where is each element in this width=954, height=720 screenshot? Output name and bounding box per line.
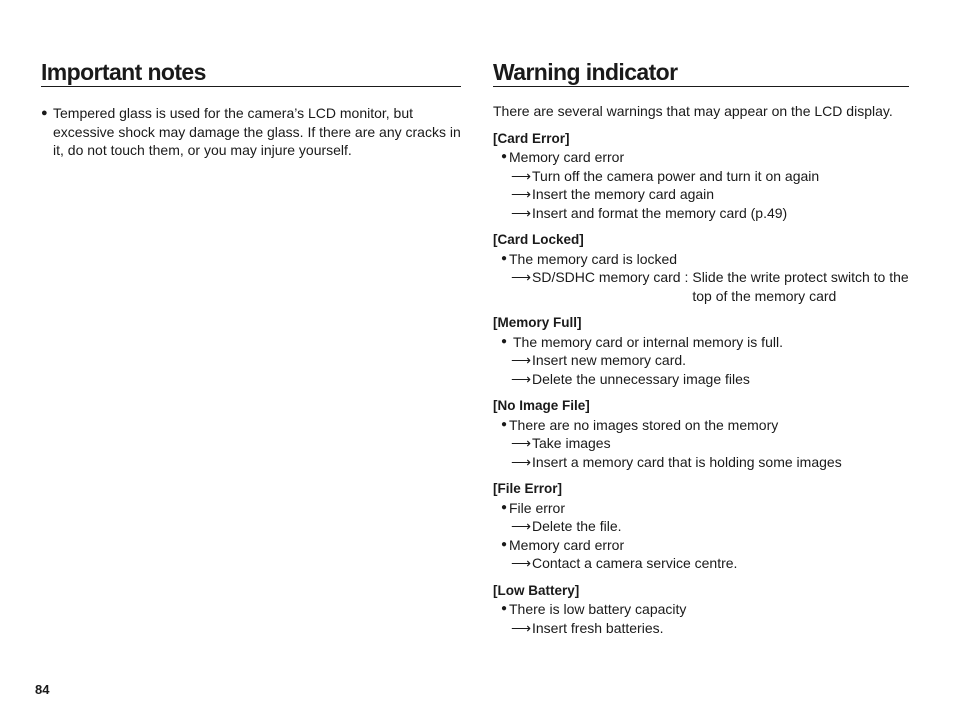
section-title: [File Error] bbox=[493, 481, 563, 496]
action-line bbox=[493, 517, 909, 536]
bullet-icon: ● bbox=[501, 418, 508, 430]
list-item bbox=[493, 148, 909, 167]
action-text: Delete the unnecessary image files bbox=[532, 370, 750, 387]
action-line bbox=[493, 434, 909, 453]
action-text: Insert and format the memory card (p.49) bbox=[532, 204, 788, 221]
detail-value: Slide the write protect switch to the top of the memory card bbox=[692, 269, 909, 304]
important-notes-column bbox=[41, 58, 461, 160]
bullet-icon: ● bbox=[501, 501, 508, 513]
bullet-icon: ● bbox=[41, 107, 48, 119]
item-text: The memory card or internal memory is full. bbox=[513, 333, 783, 350]
arrow-icon: ⟶ bbox=[511, 204, 532, 221]
arrow-icon: ⟶ bbox=[511, 370, 532, 387]
arrow-icon: ⟶ bbox=[511, 453, 532, 470]
arrow-icon: ⟶ bbox=[511, 167, 532, 184]
section-low-battery bbox=[493, 582, 909, 638]
list-item bbox=[493, 499, 909, 518]
action-line bbox=[493, 554, 909, 573]
action-line bbox=[493, 167, 909, 186]
item-text: Memory card error bbox=[509, 536, 625, 553]
detail-grid bbox=[532, 268, 909, 305]
action-line bbox=[493, 185, 909, 204]
action-line bbox=[493, 351, 909, 370]
bullet-icon: ● bbox=[501, 603, 508, 614]
arrow-icon: ⟶ bbox=[511, 352, 532, 368]
important-notes-title: Important notes bbox=[41, 58, 461, 87]
bullet-icon: ● bbox=[501, 538, 508, 550]
action-text: Delete the file. bbox=[532, 518, 622, 534]
bullet-icon: ● bbox=[501, 151, 508, 162]
arrow-icon: ⟶ bbox=[511, 555, 532, 571]
note-text: Tempered glass is used for the camera’s LCD monitor, but excessive shock may damage the glass. If there are any cracks in it, do not touch them, or you may injure yourself. bbox=[53, 105, 461, 158]
action-text: Turn off the camera power and turn it on again bbox=[532, 167, 820, 184]
item-text: There are no images stored on the memory bbox=[509, 416, 779, 433]
action-line bbox=[493, 204, 909, 223]
action-line bbox=[493, 453, 909, 472]
bullet-icon: ● bbox=[501, 252, 508, 264]
section-title: [Card Error] bbox=[493, 130, 570, 146]
list-item bbox=[493, 333, 909, 352]
action-line bbox=[493, 268, 909, 305]
action-text: Insert fresh batteries. bbox=[532, 619, 664, 636]
item-text: The memory card is locked bbox=[509, 250, 678, 267]
action-line bbox=[493, 370, 909, 389]
arrow-icon: ⟶ bbox=[511, 435, 532, 451]
section-memory-full bbox=[493, 314, 909, 388]
section-file-error bbox=[493, 480, 909, 573]
item-text: Memory card error bbox=[509, 149, 625, 165]
item-text: There is low battery capacity bbox=[509, 601, 687, 617]
action-text: Contact a camera service centre. bbox=[532, 555, 738, 571]
section-no-image-file bbox=[493, 397, 909, 471]
arrow-icon: ⟶ bbox=[511, 518, 532, 534]
arrow-icon: ⟶ bbox=[511, 186, 532, 202]
list-item bbox=[493, 250, 909, 269]
action-text: Insert new memory card. bbox=[532, 352, 687, 368]
action-text: Insert the memory card again bbox=[532, 186, 715, 202]
bullet-icon: ● bbox=[501, 335, 508, 347]
section-title: [Card Locked] bbox=[493, 232, 584, 247]
warning-intro: There are several warnings that may appear on the LCD display. bbox=[493, 103, 893, 119]
list-item bbox=[493, 600, 909, 619]
section-title: [Low Battery] bbox=[493, 582, 580, 598]
list-item bbox=[493, 416, 909, 435]
page-number: 84 bbox=[35, 682, 50, 697]
warning-indicator-title: Warning indicator bbox=[493, 58, 909, 87]
action-text: Take images bbox=[532, 435, 611, 451]
action-line bbox=[493, 619, 909, 638]
item-text: File error bbox=[509, 499, 566, 516]
section-card-error bbox=[493, 130, 909, 223]
section-title: [Memory Full] bbox=[493, 315, 582, 330]
section-title: [No Image File] bbox=[493, 398, 590, 413]
action-text: Insert a memory card that is holding some images bbox=[532, 453, 842, 470]
note-item bbox=[41, 104, 461, 160]
warning-indicator-column bbox=[493, 58, 909, 637]
section-card-locked bbox=[493, 231, 909, 305]
arrow-icon: ⟶ bbox=[511, 269, 532, 285]
arrow-icon: ⟶ bbox=[511, 619, 532, 636]
list-item bbox=[493, 536, 909, 555]
detail-key: SD/SDHC memory card : bbox=[532, 269, 689, 285]
